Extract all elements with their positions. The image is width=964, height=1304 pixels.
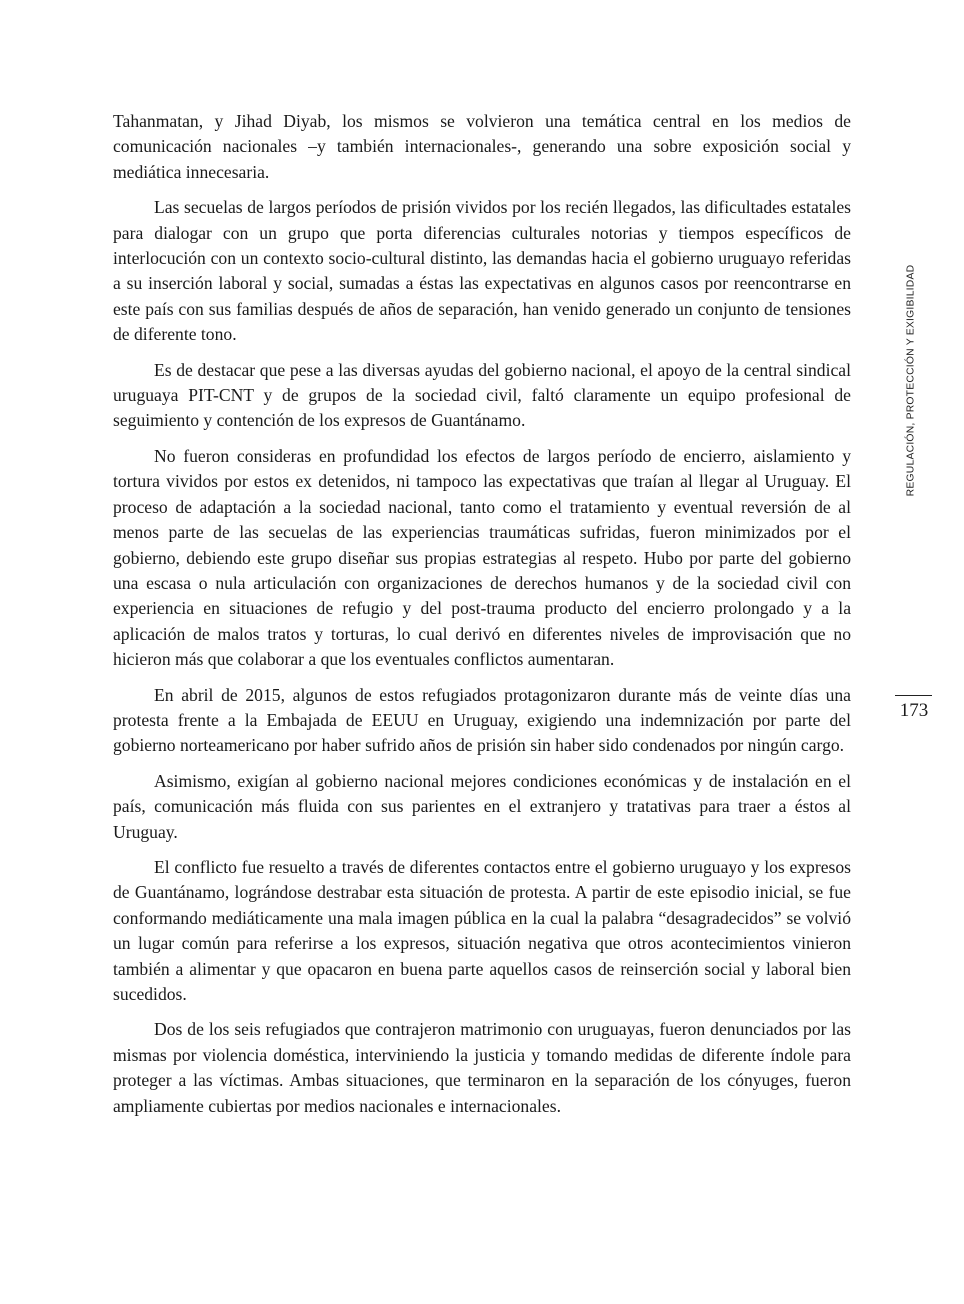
paragraph-4: No fueron consideras en profundidad los efectos de largos período de encierro, aislamiento y tortura vividos por estos ex detenidos, ni tampoco las expectativas que traían al llegar al Uruguay. El proceso de adaptación a la sociedad nacional, tanto como el tratamiento y eventual reversión de al menos parte de las secuelas de las experiencias traumáticas sufridas, fueron minimizados por el gobierno, debiendo este grupo diseñar sus propias estrategias al respeto. Hubo por parte del gobierno una escasa o nula articulación con organizaciones de derechos humanos y de la sociedad civil con experiencia en situaciones de refugio y del post-trauma producto del encierro prolongado y a la aplicación de malos tratos y torturas, lo cual derivó en diferentes niveles de improvisación que no hicieron más que colaborar a que los eventuales conflictos aumentaran.: [113, 445, 851, 670]
paragraph-8: Dos de los seis refugiados que contrajeron matrimonio con uruguayas, fueron denunciados por las mismas por violencia doméstica, interviniendo la justicia y tomando medidas de diferente índole para proteger a las víctimas. Ambas situaciones, que terminaron en la separación de los cónyuges, fueron ampliamente cubiertas por medios nacionales e internacionales.: [113, 1019, 851, 1116]
paragraph-6: Asimismo, exigían al gobierno nacional mejores condiciones económicas y de instalación en el país, comunicación más fluida con sus parientes en el extranjero y tratativas para traer a éstos al Uruguay.: [113, 770, 851, 842]
page-number: 173: [899, 700, 929, 721]
paragraph-3: Es de destacar que pese a las diversas ayudas del gobierno nacional, el apoyo de la central sindical uruguaya PIT-CNT y de grupos de la sociedad civil, faltó claramente un equipo profesional de seguimiento y contención de los expresos de Guantánamo.: [113, 359, 851, 431]
paragraph-1: Tahanmatan, y Jihad Diyab, los mismos se volvieron una temática central en los medios de comunicación nacionales –y también internacionales-, generando una sobre exposición social y mediática innecesaria.: [113, 111, 851, 182]
paragraph-5: En abril de 2015, algunos de estos refugiados protagonizaron durante más de veinte días una protesta frente a la Embajada de EEUU en Uruguay, exigiendo una indemnización por parte del gobierno norteamericano por haber sufrido años de prisión sin haber sido condenados por ningún cargo.: [113, 684, 851, 756]
running-head-text: REGULACIÓN, PROTECCIÓN Y EXIGIBILIDAD: [905, 264, 917, 496]
page-number-rule: [895, 695, 932, 696]
page-body: [113, 109, 851, 1129]
paragraph-7: El conflicto fue resuelto a través de diferentes contactos entre el gobierno uruguayo y los expresos de Guantánamo, lográndose destrabar esta situación de protesta. A partir de este episodio inicial, se fue conformando mediáticamente una mala imagen pública en la cual la palabra “desagradecidos” se volvió un lugar común para referirse a los expresos, situación negativa que otros acontecimientos vinieron también a alimentar y que opacaron en buena parte aquellos casos de reinserción social y laboral bien sucedidos.: [113, 856, 851, 1004]
paragraph-2: Las secuelas de largos períodos de prisión vividos por los recién llegados, las dificultades estatales para dialogar con un grupo que porta diferencias culturales notorias y tiempos específicos de interlocución con un contexto socio-cultural distinto, las demandas hacia el gobierno uruguayo referidas a su inserción laboral y social, sumadas a éstas las expectativas en algunos casos por reencontrarse en este país con sus familias después de años de separación, han venido generado un conjunto de tensiones de diferente tono.: [113, 197, 851, 345]
running-head: [899, 248, 923, 512]
